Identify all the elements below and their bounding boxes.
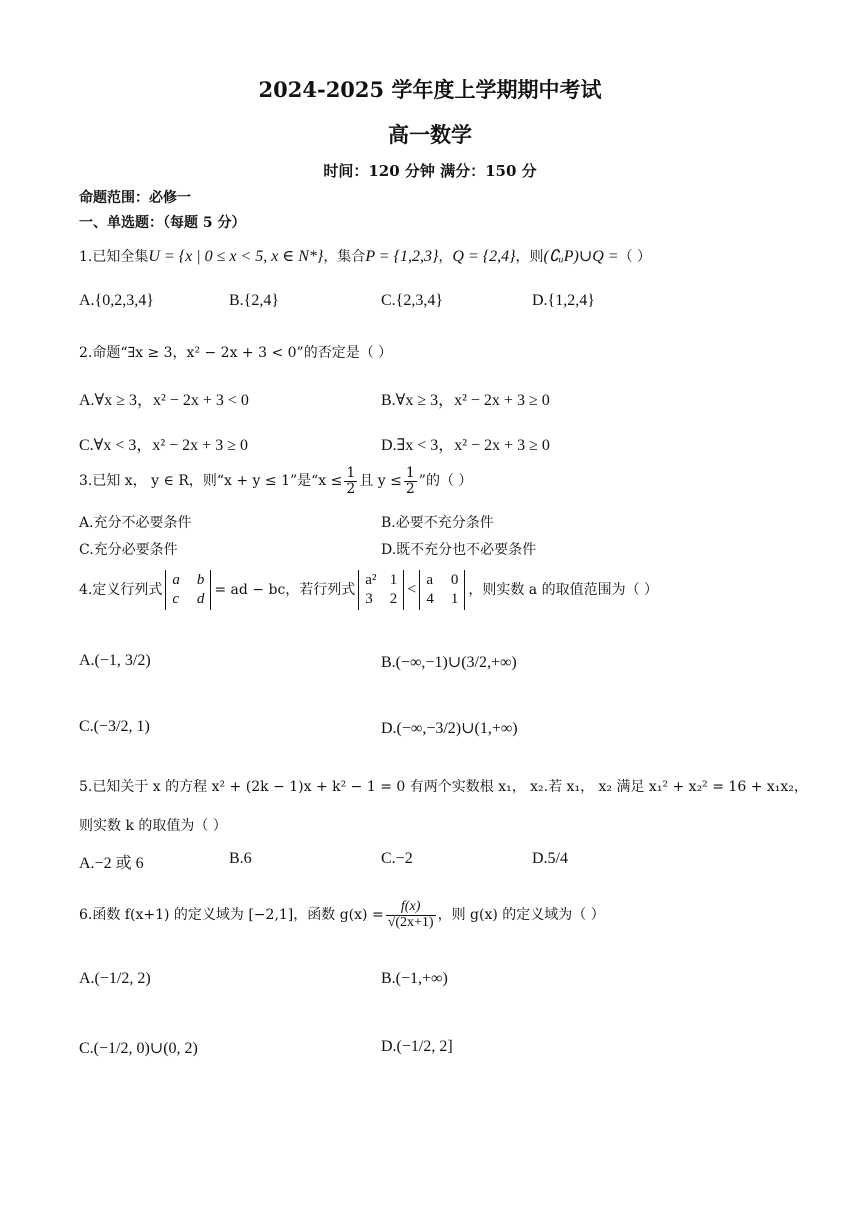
question-5-stem: 5.已知关于 x 的方程 x² + (2k − 1)x + k² − 1 = 0 有两个实数根 x₁， x₂.若 x₁， x₂ 满足 x₁² + x₂² = 16 + x₁x₂， [79,779,808,795]
answer-expression: (∁ᵤP)∪Q = [543,248,619,265]
question-3-stem: 3.已知 x， y ∈ R，则“x + y ≤ 1”是“x ≤ $\frac{1}{2}$ 且 y ≤ $\frac{1}{2}$ ”的（ ） [79,465,473,497]
q2-option-a: A.∀x ≥ 3，x² − 2x + 3 < 0 [79,392,249,409]
q1-option-d: D.{1,2,4} [532,292,595,309]
question-4-stem: 4.定义行列式a b c d= ad − bc，若行列式a² 1 3 2<a 0 4 1，则实数 a 的取值范围为（ ） [79,570,658,610]
question-1-stem: 1.已知全集U = {x | 0 ≤ x < 5, x ∈ N*}，集合P = {1,2,3}，Q = {2,4}，则(∁ᵤP)∪Q =（ ） [79,248,652,265]
section-heading: 一、单选题：（每题 5 分） [79,215,246,231]
q3-option-a: A.充分不必要条件 [79,515,192,531]
exam-meta: 时间：120 分钟 满分：150 分 [323,162,537,180]
question-2-stem: 2.命题“∃x ≥ 3，x² − 2x + 3 < 0”的否定是（ ） [79,345,393,361]
q4-option-a: A.(−1, 3/2) [79,652,151,669]
q6-option-d: D.(−1/2, 2] [381,1038,453,1055]
fraction-half: $\frac{1}{2}$ [346,465,356,497]
q1-option-a: A.{0,2,3,4} [79,292,154,309]
scope-label: 命题范围：必修一 [79,190,191,206]
q4-option-c: C.(−3/2, 1) [79,718,150,735]
determinant-left: a² 1 3 2 [358,570,404,610]
question-6-stem: 6.函数 f(x+1) 的定义域为 [−2,1]，函数 g(x) = $\frac{f(x)}{√(2x+1)}$ ，则 g(x) 的定义域为（ ） [79,899,605,930]
determinant-right: a 0 4 1 [419,570,465,610]
q3-option-c: C.充分必要条件 [79,542,178,558]
q2-option-d: D.∃x < 3，x² − 2x + 3 ≥ 0 [381,437,550,454]
q4-option-b: B.(−∞,−1)∪(3/2,+∞) [381,654,517,671]
set-Q: Q = {2,4} [452,248,516,265]
q4-option-d: D.(−∞,−3/2)∪(1,+∞) [381,720,518,737]
q6-option-c: C.(−1/2, 0)∪(0, 2) [79,1040,198,1057]
fraction-g-of-x: $\frac{f(x)}{√(2x+1)}$ [387,899,434,930]
set-P: P = {1,2,3} [365,248,439,265]
q2-option-c: C.∀x < 3，x² − 2x + 3 ≥ 0 [79,437,248,454]
q5-option-a: A.−2 或 6 [79,855,144,872]
exam-title: 2024-2025 学年度上学期期中考试 [258,77,602,102]
fraction-half: $\frac{1}{2}$ [405,465,415,497]
q5-option-b: B.6 [229,850,252,867]
q5-option-c: C.−2 [381,850,413,867]
question-5-stem-line2: 则实数 k 的取值为（ ） [79,818,227,834]
q5-option-d: D.5/4 [532,850,568,867]
q6-option-a: A.(−1/2, 2) [79,970,151,987]
q3-option-b: B.必要不充分条件 [381,515,494,531]
q2-option-b: B.∀x ≥ 3，x² − 2x + 3 ≥ 0 [381,392,550,409]
exam-subject: 高一数学 [388,122,472,147]
set-U: U = {x | 0 ≤ x < 5, x ∈ N*} [148,248,324,265]
q1-option-b: B.{2,4} [229,292,280,309]
q1-option-c: C.{2,3,4} [381,292,444,309]
q6-option-b: B.(−1,+∞) [381,970,448,987]
q3-option-d: D.既不充分也不必要条件 [381,542,537,558]
determinant-abcd: a b c d [165,570,211,610]
